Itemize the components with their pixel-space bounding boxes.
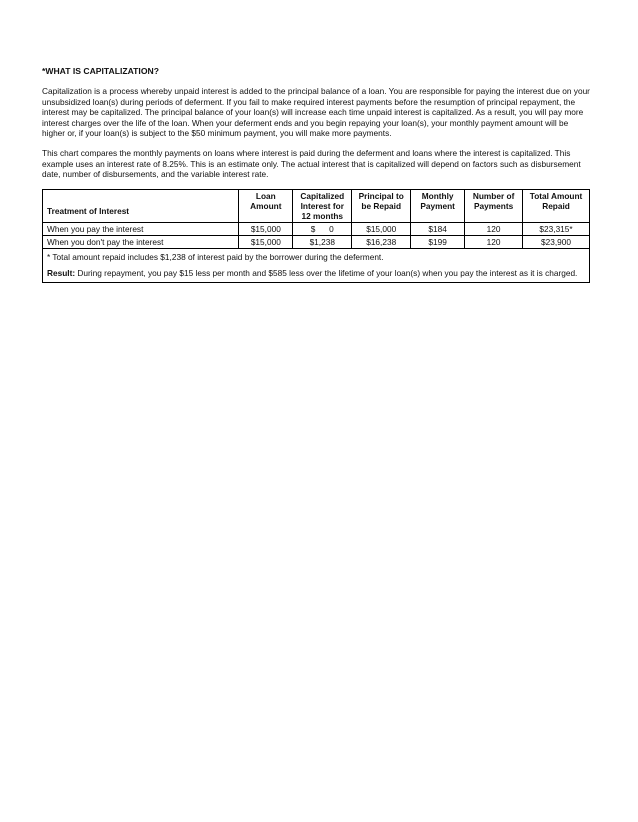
cell-treatment: When you pay the interest xyxy=(43,222,239,235)
document-page xyxy=(42,66,590,283)
comparison-table xyxy=(42,189,590,283)
table-row xyxy=(43,222,590,235)
header-principal: Principal to be Repaid xyxy=(352,189,411,222)
result-text xyxy=(47,268,585,278)
cell-principal: $15,000 xyxy=(352,222,411,235)
table-header-row xyxy=(43,189,590,222)
header-monthly-payment: Monthly Payment xyxy=(411,189,465,222)
section-heading: *WHAT IS CAPITALIZATION? xyxy=(42,66,159,76)
cell-capitalized-interest: $ 0 xyxy=(293,222,352,235)
footnote-text: * Total amount repaid includes $1,238 of interest paid by the borrower during the deferment. xyxy=(47,251,384,262)
result-label: Result: xyxy=(47,267,76,278)
paragraph-chart-intro: This chart compares the monthly payments on loans where interest is paid during the deferment and loans where the interest is capitalized. This example uses an interest rate of 8.25%. This is an estimate only. The actual interest that is capitalized will depend on factors such as disbursement date, number of disbursements, and the variable interest rate. xyxy=(42,147,581,180)
header-number-of-payments: Number of Payments xyxy=(465,189,523,222)
result-body: During repayment, you pay $15 less per month and $585 less over the lifetime of your loan(s) when you pay the interest as it is charged. xyxy=(75,267,578,278)
cell-principal: $16,238 xyxy=(352,235,411,248)
header-capitalized-interest: Capitalized Interest for 12 months xyxy=(293,189,352,222)
cell-loan-amount: $15,000 xyxy=(239,222,293,235)
cell-total-repaid: $23,315* xyxy=(523,222,590,235)
cell-monthly-payment: $199 xyxy=(411,235,465,248)
cell-total-repaid: $23,900 xyxy=(523,235,590,248)
cell-monthly-payment: $184 xyxy=(411,222,465,235)
header-treatment: Treatment of Interest xyxy=(43,189,239,222)
paragraph-capitalization: Capitalization is a process whereby unpaid interest is added to the principal balance of a loan. You are responsible for paying the interest due on your unsubsidized loan(s) during periods of deferment. If you fail to make required interest payments before the resumption of principal repayment, the interest may be capitalized. The principal balance of your loan(s) will increase each time unpaid interest is capitalized. As a result, you will pay more interest charges over the life of the loan. When your deferment ends and you begin repaying your loan(s), your monthly payment amount will be higher or, if your loan(s) is subject to the $50 minimum payment, you will make more payments. xyxy=(42,86,590,139)
table-row xyxy=(43,235,590,248)
table-footnote-row xyxy=(43,248,590,282)
footnote-cell xyxy=(43,248,590,282)
cell-loan-amount: $15,000 xyxy=(239,235,293,248)
header-total-repaid: Total Amount Repaid xyxy=(523,189,590,222)
cell-number-of-payments: 120 xyxy=(465,235,523,248)
cell-number-of-payments: 120 xyxy=(465,222,523,235)
cell-treatment: When you don't pay the interest xyxy=(43,235,239,248)
cell-capitalized-interest: $1,238 xyxy=(293,235,352,248)
header-loan-amount: Loan Amount xyxy=(239,189,293,222)
